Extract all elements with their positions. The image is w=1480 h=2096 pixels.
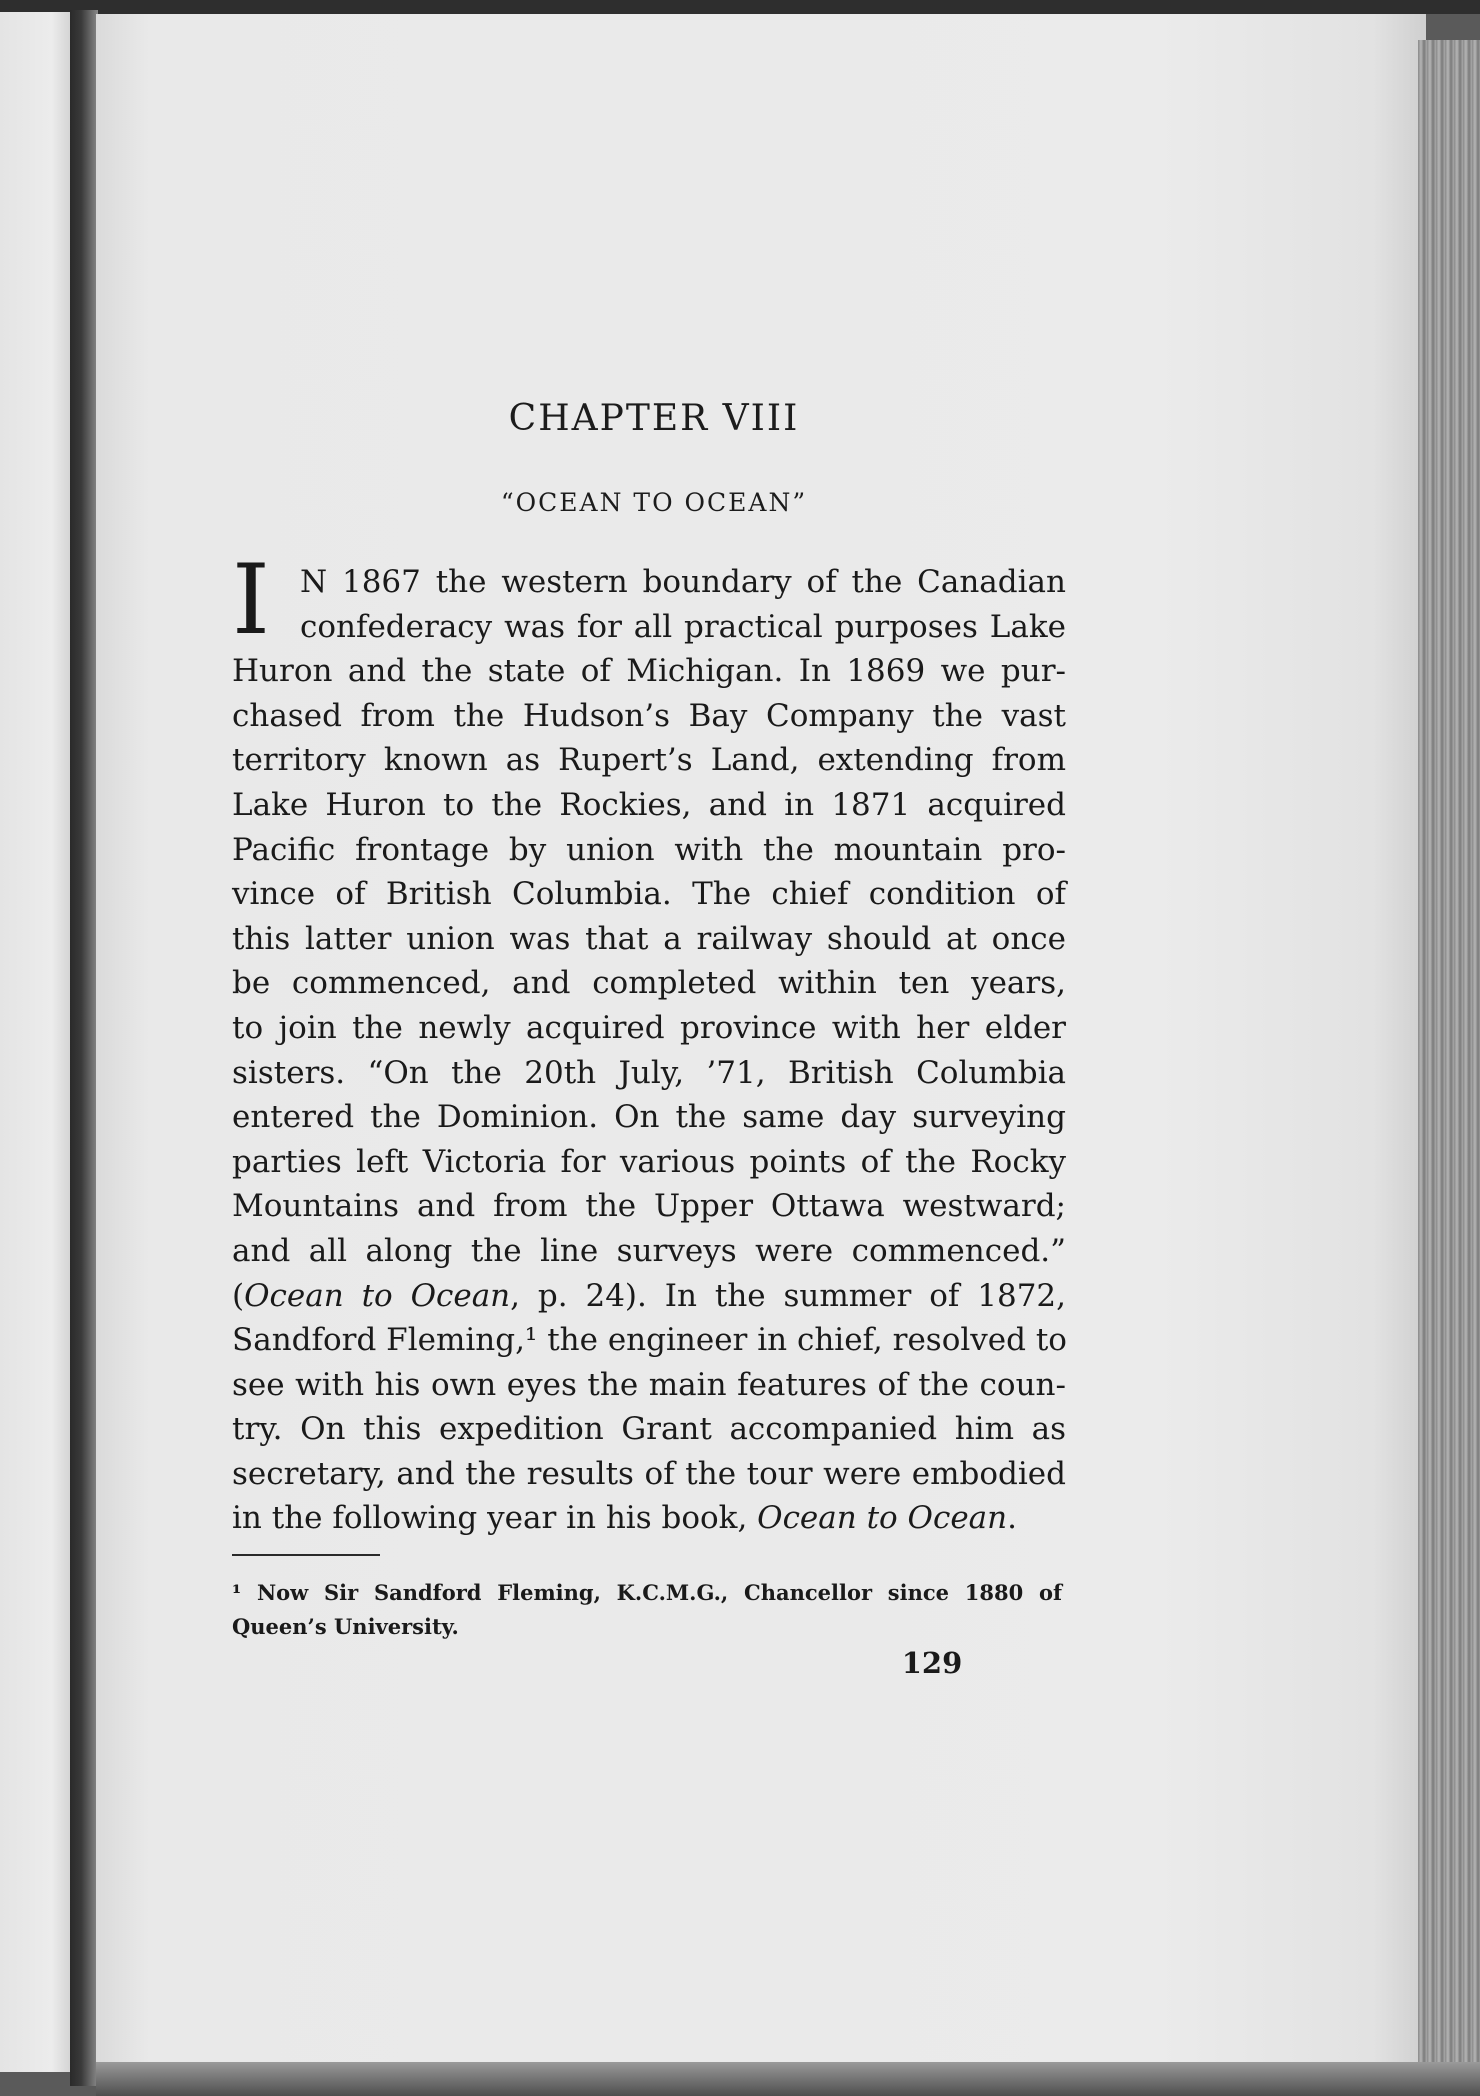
text-line: confederacy was for all practical purposes Lake: [300, 608, 1066, 645]
text-line: secretary, and the results of the tour were embodied: [232, 1455, 1066, 1492]
text-line: territory known as Rupert’s Land, extending from: [232, 742, 1066, 779]
chapter-subtitle: “OCEAN TO OCEAN”: [500, 488, 808, 517]
text-line: entered the Dominion. On the same day surveying: [232, 1099, 1066, 1136]
book-title-italic: Ocean to Ocean: [757, 1500, 1008, 1537]
book-title-italic: Ocean to Ocean: [244, 1277, 511, 1314]
text-line: see with his own eyes the main features of the coun-: [232, 1366, 1066, 1403]
text-line: Mountains and from the Upper Ottawa westward;: [232, 1188, 1066, 1225]
text-line: vince of British Columbia. The chief condition of: [232, 876, 1066, 913]
text-line: to join the newly acquired province with her elder: [232, 1009, 1066, 1046]
text-line: parties left Victoria for various points of the Rocky: [232, 1143, 1066, 1180]
text-line: (Ocean to Ocean, p. 24). In the summer of 1872,: [232, 1277, 1067, 1314]
text-line: Huron and the state of Michigan. In 1869 we pur-: [232, 653, 1066, 690]
footnote: [232, 1576, 1062, 1644]
book-bottom-edge: [96, 2062, 1480, 2096]
footnote-rule: [232, 1554, 380, 1556]
text-line: this latter union was that a railway should at once: [232, 920, 1066, 957]
drop-cap: I: [232, 544, 270, 656]
footnote-line: ¹ Now Sir Sandford Fleming, K.C.M.G., Chancellor since 1880 of: [232, 1580, 1062, 1605]
text-line: try. On this expedition Grant accompanied him as: [232, 1411, 1066, 1448]
body-text: [232, 560, 1066, 1541]
text-line: be commenced, and completed within ten years,: [232, 965, 1066, 1002]
chapter-heading: CHAPTER VIII: [508, 398, 800, 439]
book-top-edge: [0, 0, 1480, 14]
text-line: Sandford Fleming,¹ the engineer in chief, resolved to: [232, 1322, 1067, 1359]
text-line: in the following year in his book, Ocean to Ocean.: [232, 1500, 1017, 1537]
page-number: 129: [901, 1646, 963, 1680]
page-stack-edge: [1418, 40, 1480, 2070]
text-line: and all along the line surveys were commenced.”: [232, 1232, 1066, 1269]
left-page-edge: [0, 12, 74, 2072]
text-line: Lake Huron to the Rockies, and in 1871 acquired: [232, 786, 1066, 823]
text-line: sisters. “On the 20th July, ’71, British Columbia: [232, 1054, 1066, 1091]
text-line: Pacific frontage by union with the mountain pro-: [232, 831, 1066, 868]
footnote-line: Queen’s University.: [232, 1614, 459, 1639]
book-gutter: [70, 10, 98, 2086]
text-line: chased from the Hudson’s Bay Company the vast: [232, 697, 1066, 734]
text-line: N 1867 the western boundary of the Canadian: [300, 564, 1066, 600]
